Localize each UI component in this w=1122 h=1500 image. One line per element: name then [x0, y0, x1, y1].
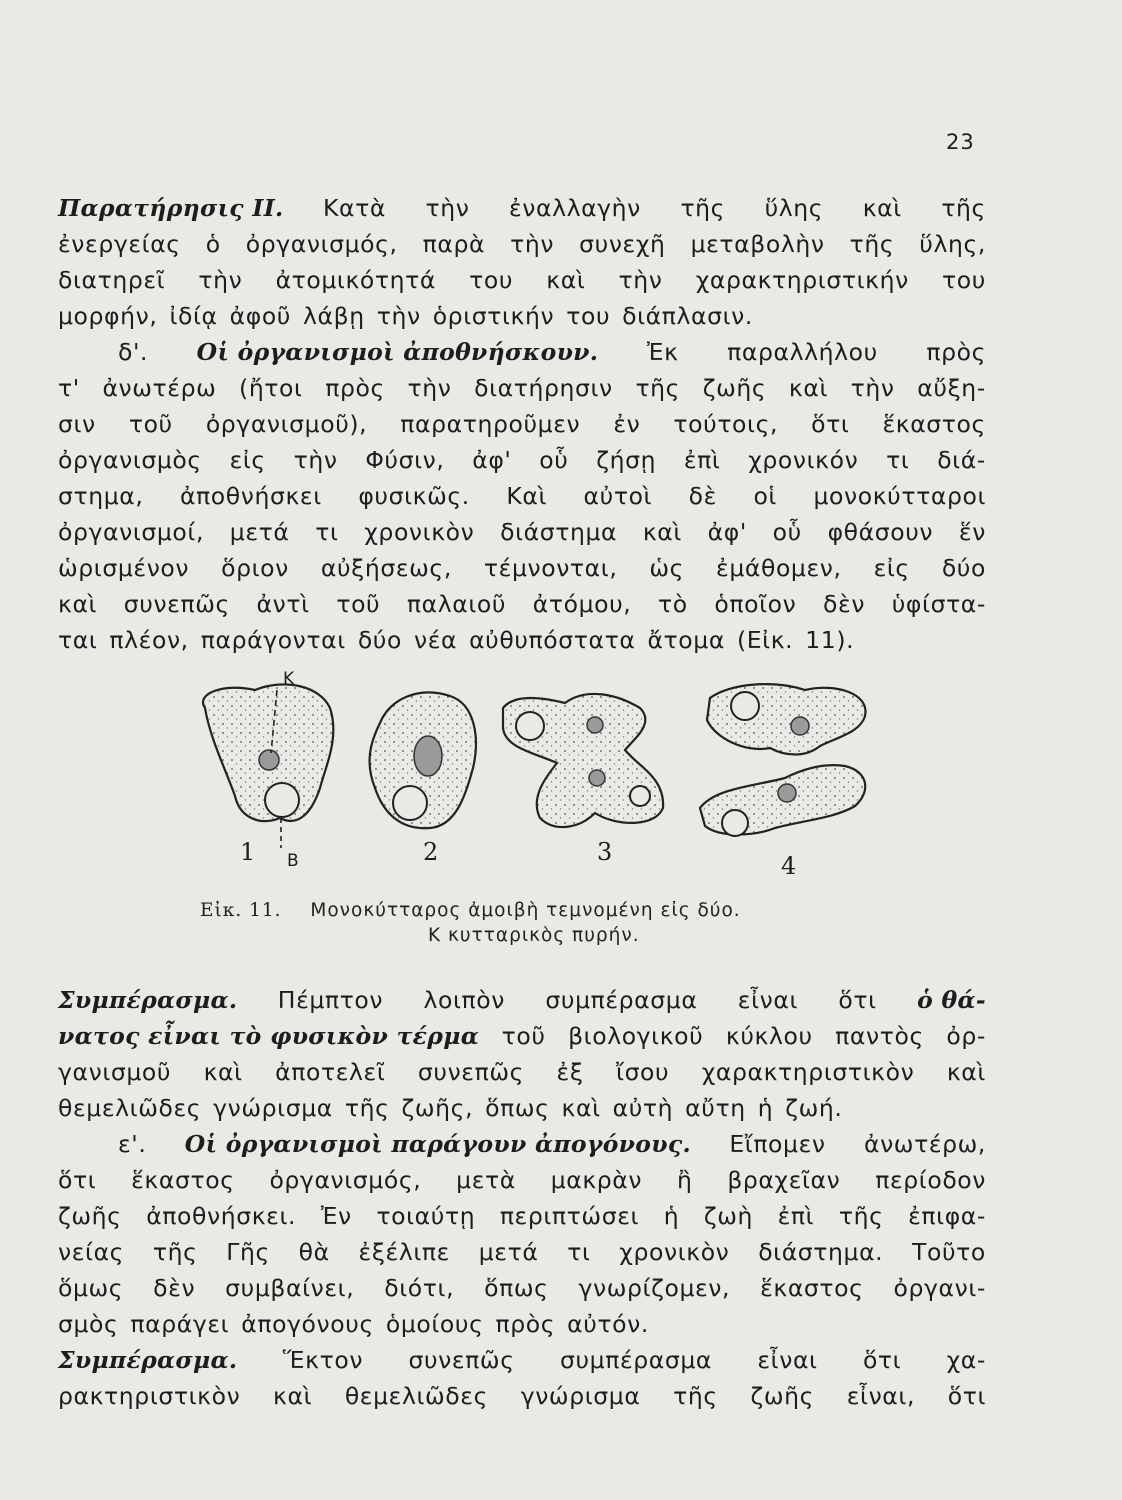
text-line — [58, 1166, 986, 1202]
emphasis-heading: Συμπέρασμα. — [58, 986, 238, 1014]
word: θεμελιῶδες — [58, 1094, 202, 1122]
word: ἢ — [676, 1166, 693, 1194]
word: περίοδον — [875, 1166, 986, 1194]
word: ἀφ' — [472, 446, 512, 474]
word: τὴν — [618, 266, 663, 294]
figure-label-2: 2 — [423, 838, 439, 866]
word: αὐτὴ — [612, 1094, 674, 1122]
word: του — [469, 266, 514, 294]
word: ὁποῖον — [714, 590, 797, 618]
word: τῆς — [838, 1202, 884, 1230]
word: αὐτόν. — [567, 1310, 649, 1338]
word: ἀνωτέρω, — [863, 1130, 986, 1158]
word: τὴν — [198, 266, 243, 294]
word: πλέον, — [109, 626, 189, 654]
word: πρὸς — [495, 1310, 556, 1338]
text-line — [58, 302, 986, 338]
text-line — [58, 1022, 986, 1058]
word: λάβῃ — [303, 302, 365, 330]
nucleus-1 — [259, 750, 279, 770]
word: ὅτι — [947, 1382, 986, 1410]
word: παρατηροῦμεν — [400, 410, 581, 438]
word: ἐπὶ — [777, 1202, 815, 1230]
word: 11). — [805, 626, 855, 654]
word: ὑφίστα- — [891, 590, 986, 618]
word: δὲ — [688, 482, 717, 510]
word: γνώρισμα — [520, 1382, 641, 1410]
word: διατήρησιν — [474, 374, 613, 402]
text-line — [58, 1238, 986, 1274]
text-line — [58, 554, 986, 590]
word: ὅριον — [221, 554, 289, 582]
word: ὀργανισμοί, — [58, 518, 205, 546]
word: μετά — [478, 1238, 539, 1266]
word: διάστημα — [500, 518, 618, 546]
word: περιπτώσει — [499, 1202, 640, 1230]
vacuole-1 — [265, 783, 299, 817]
word: του — [941, 266, 986, 294]
word: ὀργανι- — [893, 1274, 986, 1302]
figure-caption — [200, 900, 900, 946]
amoeba-2 — [370, 692, 476, 828]
word: Κατὰ — [322, 194, 386, 222]
word: παράγει — [130, 1310, 230, 1338]
amoeba-1 — [203, 684, 333, 848]
word: μακρὰν — [550, 1166, 643, 1194]
word: σμὸς — [58, 1310, 119, 1338]
word: ἀποθνήσκει. — [146, 1202, 297, 1230]
word: αὔτη — [685, 1094, 746, 1122]
word: Ἕκτον — [282, 1346, 364, 1374]
vacuole-2 — [393, 786, 427, 820]
word: οὗ — [539, 446, 569, 474]
word: δὲν — [153, 1274, 196, 1302]
word: ἰδίᾳ — [169, 302, 218, 330]
word: πρὸς — [926, 338, 986, 366]
word: συνεχῆ — [579, 230, 666, 258]
word: κύκλου — [725, 1022, 813, 1050]
word: συνεπῶς — [123, 590, 230, 618]
word: ζωῆς — [702, 374, 767, 402]
word: Καὶ — [506, 482, 548, 510]
word: ἀτομικότητά — [275, 266, 436, 294]
word: χρονικὸν — [364, 518, 475, 546]
word: ὀργανισμός, — [245, 230, 398, 258]
word: ἐξ — [556, 1058, 584, 1086]
word: διάπλασιν. — [622, 302, 753, 330]
word: ἐπιφα- — [908, 1202, 986, 1230]
word: ρακτηριστικὸν — [58, 1382, 241, 1410]
word: συνεπῶς — [408, 1346, 515, 1374]
word: Εἴπομεν — [729, 1130, 826, 1158]
word: Γῆς — [226, 1238, 270, 1266]
word: ἐπὶ — [683, 446, 721, 474]
figure-label-3: 3 — [597, 838, 613, 866]
word: ἐν — [613, 410, 641, 438]
word: διά- — [937, 446, 986, 474]
word: ὅτι — [838, 986, 877, 1014]
word: του — [566, 302, 611, 330]
word: οὗ — [772, 518, 802, 546]
word: ζωῆς — [58, 1202, 122, 1230]
word: φυσικῶς. — [358, 482, 470, 510]
word: ζήσῃ — [596, 446, 657, 474]
word: καὶ — [273, 1382, 313, 1410]
text-line — [58, 338, 986, 374]
word: ἐνεργείας — [58, 230, 181, 258]
word: εἶναι — [757, 1346, 818, 1374]
amoeba-3 — [503, 694, 663, 827]
word: τὸ — [658, 590, 688, 618]
text-line — [58, 446, 986, 482]
caption-line-1: Μονοκύτταρος ἀμοιβὴ τεμνομένη εἰς δύο. — [310, 900, 741, 921]
word: ἀνωτέρω — [102, 374, 217, 402]
word: Φύσιν, — [365, 446, 445, 474]
word: ὁριστικήν — [432, 302, 555, 330]
text-line — [58, 518, 986, 554]
word: αὐθυπόστατα — [469, 626, 636, 654]
text-line — [58, 1346, 986, 1382]
text-line — [58, 590, 986, 626]
word: ἕκαστος — [760, 1274, 864, 1302]
word: διατηρεῖ — [58, 266, 166, 294]
text-line — [58, 1058, 986, 1094]
word: τοῦ — [336, 590, 381, 618]
word: τι — [315, 518, 339, 546]
text-line — [58, 626, 986, 662]
text-line — [58, 266, 986, 302]
word: ἐξέλιπε — [358, 1238, 450, 1266]
word: ἀποθνήσκει — [179, 482, 322, 510]
word: χα- — [946, 1346, 986, 1374]
word: ἡ — [663, 1202, 680, 1230]
word: θὰ — [298, 1238, 330, 1266]
word: καὶ — [546, 266, 586, 294]
section-marker: ε'. — [118, 1130, 147, 1158]
vacuole-3a — [516, 712, 544, 740]
word: εἶναι — [737, 986, 799, 1014]
word: ἀπογόνους — [241, 1310, 374, 1338]
word: ἐναλλαγὴν — [508, 194, 641, 222]
word: συμπέρασμα — [559, 1346, 712, 1374]
word: (ἤτοι — [239, 374, 303, 402]
text-line — [58, 986, 986, 1022]
amoeba-4-bottom — [700, 765, 865, 836]
word: ὅτι — [811, 410, 850, 438]
word: εἰς — [873, 554, 910, 582]
emphasis-heading: Οἱ ὀργανισμοὶ παράγουν ἀπογόνους. — [184, 1130, 691, 1158]
emphasis-heading: νατος εἶναι τὸ φυσικὸν τέρμα — [58, 1022, 480, 1050]
word: συμβαίνει, — [225, 1274, 355, 1302]
nucleus-3a — [587, 717, 603, 733]
word: χαρακτηριστικὸν — [701, 1058, 915, 1086]
word: καὶ — [862, 194, 902, 222]
word: νείας — [58, 1238, 125, 1266]
word: ἀφοῦ — [229, 302, 292, 330]
emphasis-heading: Οἱ ὀργανισμοὶ ἀποθνήσκουν. — [196, 338, 599, 366]
word: ὡρισμένον — [58, 554, 190, 582]
word: διάστημα. — [758, 1238, 884, 1266]
word: ὀργανισμός, — [269, 1166, 422, 1194]
word: ὀρ- — [946, 1022, 986, 1050]
word: δύο — [357, 626, 402, 654]
text-line — [58, 194, 986, 230]
word: Ἐκ — [646, 338, 679, 366]
word: θεμελιῶδες — [344, 1382, 488, 1410]
paragraph-block-conclusions — [58, 986, 986, 1418]
word: στημα, — [58, 482, 144, 510]
word: τὴν — [510, 230, 555, 258]
word: διότι, — [384, 1274, 455, 1302]
word: (Εἰκ. — [736, 626, 794, 654]
word: ζωῆς, — [401, 1094, 474, 1122]
word: ἕν — [958, 518, 986, 546]
text-line — [58, 482, 986, 518]
word: ἀντὶ — [256, 590, 310, 618]
text-line — [58, 1310, 986, 1346]
word: γνώρισμα — [213, 1094, 333, 1122]
word: βραχεῖαν — [727, 1166, 841, 1194]
word: γνωρίζομεν, — [578, 1274, 731, 1302]
word: αὔξη- — [917, 374, 986, 402]
text-line — [58, 1382, 986, 1418]
word: τοῦ — [501, 1022, 546, 1050]
word: τῆς — [849, 230, 895, 258]
word: μονοκύτταροι — [813, 482, 986, 510]
word: λοιπὸν — [423, 986, 505, 1014]
emphasis-heading: Συμπέρασμα. — [58, 1346, 238, 1374]
word: αὐξήσεως, — [320, 554, 452, 582]
word: τῆς — [152, 1238, 198, 1266]
text-line — [58, 374, 986, 410]
word: τὴν — [293, 446, 338, 474]
word: φθάσουν — [827, 518, 934, 546]
word: τοιαύτῃ — [376, 1202, 476, 1230]
nucleus-3b — [589, 770, 605, 786]
word: παρὰ — [422, 230, 486, 258]
word: δὲν — [823, 590, 866, 618]
word: παλαιοῦ — [406, 590, 507, 618]
vacuole-3b — [630, 786, 650, 806]
word: ὁ — [205, 230, 221, 258]
word: ὅπως — [485, 1094, 550, 1122]
word: πρὸς — [325, 374, 385, 402]
word: Τοῦτο — [912, 1238, 986, 1266]
word: ἕκαστος — [131, 1166, 235, 1194]
figure-amoeba-division — [185, 668, 875, 883]
word: ἡ — [757, 1094, 774, 1122]
text-line — [58, 1202, 986, 1238]
word: παντὸς — [835, 1022, 924, 1050]
word: τι — [886, 446, 910, 474]
section-marker: δ'. — [118, 338, 149, 366]
word: καὶ — [946, 1058, 986, 1086]
word: γανισμοῦ — [58, 1058, 172, 1086]
word: ζωὴ — [703, 1202, 753, 1230]
word: ται — [58, 626, 98, 654]
word: τούτοις, — [673, 410, 779, 438]
word: ἀφ' — [707, 518, 747, 546]
word: καὶ — [788, 374, 829, 402]
word: ἐμάθομεν, — [716, 554, 842, 582]
page-number: 23 — [946, 130, 975, 154]
caption-number: Εἰκ. 11. — [200, 900, 282, 921]
text-line — [58, 1274, 986, 1310]
word: τὴν — [425, 194, 470, 222]
word: ἄτομα — [647, 626, 725, 654]
word: τέμνονται, — [483, 554, 618, 582]
text-line — [58, 230, 986, 266]
word: εἰς — [229, 446, 266, 474]
word: μεταβολὴν — [690, 230, 825, 258]
word: ἀποτελεῖ — [275, 1058, 386, 1086]
word: ὅτι — [58, 1166, 97, 1194]
word: ζωή. — [785, 1094, 843, 1122]
word: τῆς — [680, 194, 726, 222]
word: ὀργανισμὸς — [58, 446, 202, 474]
word: σιν — [58, 410, 96, 438]
figure-label-1: 1 — [240, 838, 256, 866]
word: ζωῆς — [750, 1382, 815, 1410]
word: αὐτοὶ — [583, 482, 653, 510]
word: παραλλήλου — [727, 338, 878, 366]
word: εἶναι, — [846, 1382, 916, 1410]
word: ὅμως — [58, 1274, 124, 1302]
emphasis-heading: Παρατήρησις ΙΙ. — [58, 194, 284, 222]
word: ἴσου — [616, 1058, 670, 1086]
caption-line-2: Κ κυτταρικὸς πυρήν. — [428, 925, 640, 946]
word: βιολογικοῦ — [568, 1022, 704, 1050]
word: νέα — [413, 626, 458, 654]
word: μορφήν, — [58, 302, 158, 330]
word: ὅτι — [862, 1346, 902, 1374]
word: τῆς — [635, 374, 681, 402]
amoeba-illustration — [185, 668, 875, 883]
label-k: Κ — [283, 669, 295, 689]
amoeba-4-top — [707, 684, 865, 754]
word: Ἐν — [320, 1202, 352, 1230]
word: ὕλης, — [919, 230, 986, 258]
word: χρονικὸν — [619, 1238, 730, 1266]
word: ὕλης — [764, 194, 824, 222]
word: τ' — [58, 374, 80, 402]
word: συνεπῶς — [417, 1058, 525, 1086]
word: οἱ — [753, 482, 777, 510]
word: ὀργανισμοῦ), — [205, 410, 368, 438]
word: καὶ — [58, 590, 98, 618]
word: ὅπως — [484, 1274, 549, 1302]
emphasis-tail: ὁ θά- — [917, 986, 986, 1014]
label-b: Β — [287, 851, 299, 871]
word: χρονικόν — [748, 446, 859, 474]
word: καὶ — [561, 1094, 601, 1122]
word: Πέμπτον — [277, 986, 384, 1014]
word: τῆς — [344, 1094, 390, 1122]
text-line — [58, 1094, 986, 1130]
paragraph-block-observation — [58, 194, 986, 662]
word: ὡς — [649, 554, 685, 582]
word: τῆς — [673, 1382, 718, 1410]
word: μετά — [229, 518, 290, 546]
word: καὶ — [203, 1058, 243, 1086]
figure-label-4: 4 — [781, 852, 797, 880]
word: χαρακτηριστικήν — [695, 266, 909, 294]
text-line — [58, 410, 986, 446]
word: συμπέρασμα — [545, 986, 698, 1014]
word: μετὰ — [456, 1166, 516, 1194]
word: τὴν — [376, 302, 421, 330]
word: τῆς — [941, 194, 986, 222]
word: τὴν — [850, 374, 895, 402]
word: ὁμοίους — [385, 1310, 484, 1338]
word: δύο — [941, 554, 986, 582]
word: τι — [567, 1238, 591, 1266]
word: καὶ — [642, 518, 682, 546]
word: ἀτόμου, — [532, 590, 632, 618]
word: τὴν — [407, 374, 452, 402]
nucleus-2 — [414, 736, 442, 776]
word: παράγονται — [200, 626, 346, 654]
word: ἕκαστος — [882, 410, 986, 438]
text-line — [58, 1130, 986, 1166]
word: τοῦ — [128, 410, 173, 438]
